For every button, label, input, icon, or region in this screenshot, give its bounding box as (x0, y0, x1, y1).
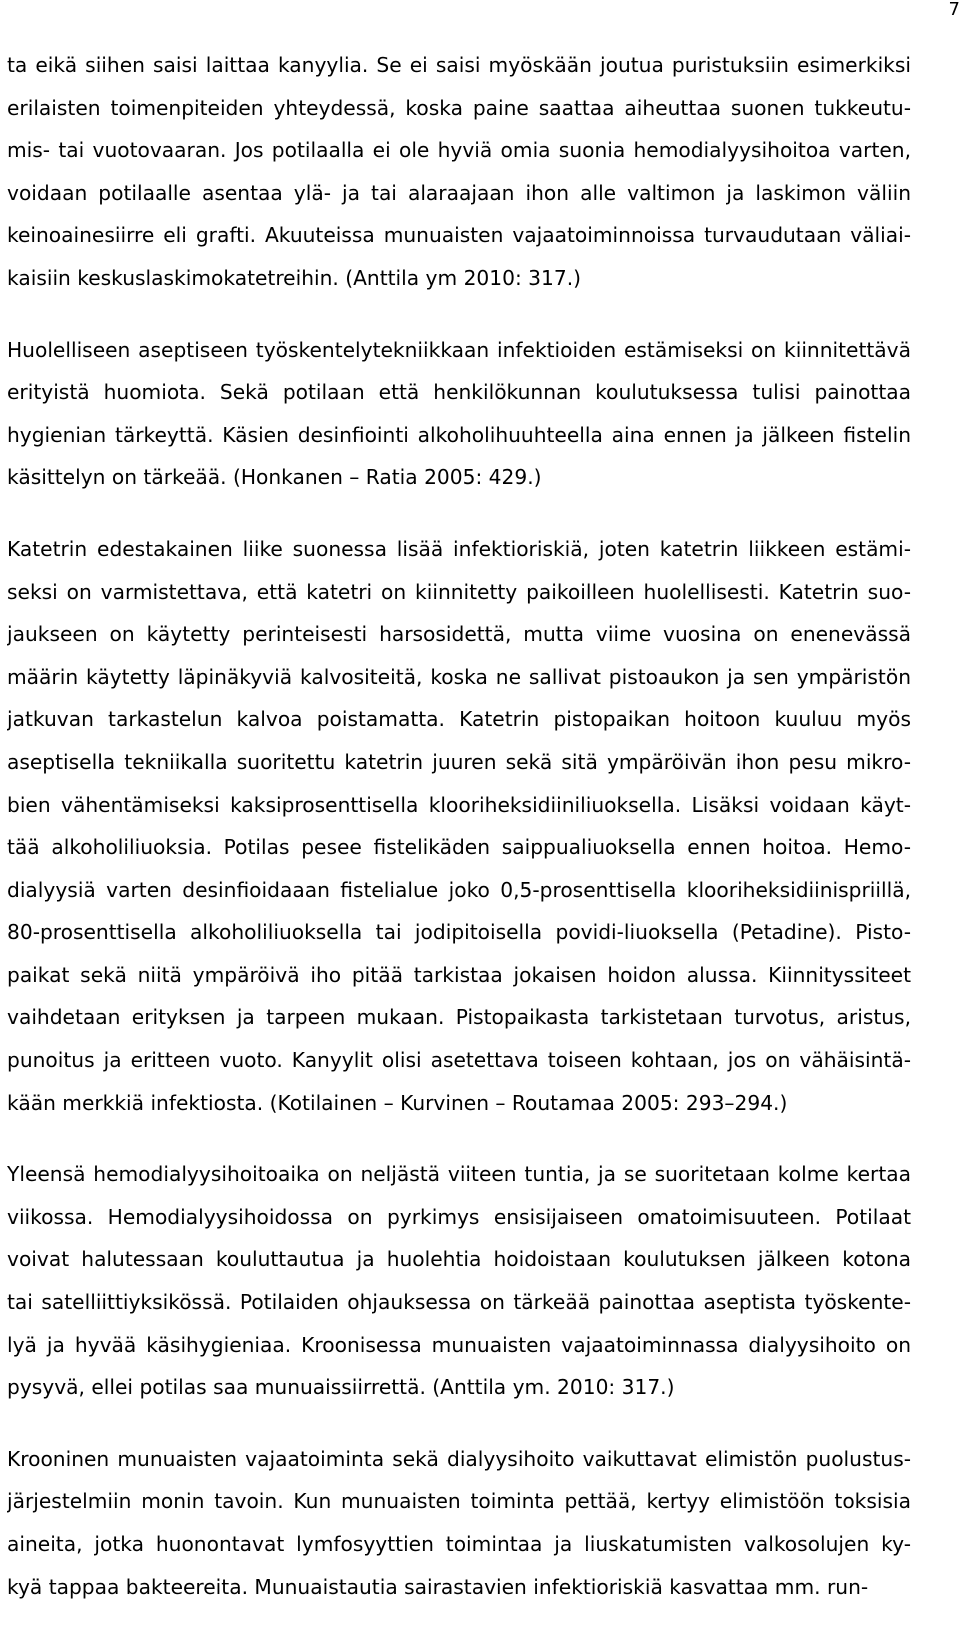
text-line: järjestelmiin monin tavoin. Kun munuaisten toiminta pettää, kertyy elimistöön toksisia (7, 1489, 911, 1514)
text-line: viikossa. Hemodialyysihoidossa on pyrkimys ensisijaiseen omatoimisuuteen. Potilaat (7, 1204, 911, 1229)
text-line: määrin käytetty läpinäkyviä kalvositeitä, koska ne sallivat pistoaukon ja sen ympäristön (7, 664, 911, 689)
text-line: tai satelliittiyksikössä. Potilaiden ohjauksessa on tärkeää painottaa aseptista työskente- (7, 1290, 911, 1315)
paragraph-3 (7, 528, 911, 1124)
text-line: 80-prosenttisella alkoholiliuoksella tai jodipitoisella povidi-liuoksella (Petadine). Pisto- (7, 920, 911, 945)
document-body (7, 44, 911, 1608)
paragraph-gap (7, 1409, 911, 1438)
text-line: hygienian tärkeyttä. Käsien desinfiointi alkoholihuuhteella aina ennen ja jälkeen fistelin (7, 422, 911, 447)
text-line: jaukseen on käytetty perinteisesti harsosidettä, mutta viime vuosina on enenevässä (7, 622, 911, 647)
text-line: ta eikä siihen saisi laittaa kanyylia. Se ei saisi myöskään joutua puristuksiin esimerkiksi (7, 53, 911, 77)
text-line: Huolelliseen aseptiseen työskentelytekniikkaan infektioiden estämiseksi on kiinnitettävä (7, 337, 911, 362)
paragraph-gap (7, 499, 911, 528)
text-line: Krooninen munuaisten vajaatoiminta sekä dialyysihoito vaikuttavat elimistön puolustus- (7, 1446, 911, 1471)
page-number: 7 (948, 0, 960, 20)
paragraph-5 (7, 1438, 911, 1608)
text-line: kään merkkiä infektiosta. (Kotilainen – Kurvinen – Routamaa 2005: 293–294.) (7, 1090, 788, 1115)
text-line: aineita, jotka huonontavat lymfosyyttien toimintaa ja liuskatumisten valkosolujen ky- (7, 1532, 911, 1556)
text-line: kyä tappaa bakteereita. Munuaistautia sairastavien infektioriskiä kasvattaa mm. run- (7, 1574, 869, 1599)
text-line: erilaisten toimenpiteiden yhteydessä, koska paine saattaa aiheuttaa suonen tukkeutu- (7, 95, 911, 120)
text-line: aseptisella tekniikalla suoritettu katetrin juuren sekä sitä ympäröivän ihon pesu mikro- (7, 749, 911, 774)
text-line: tää alkoholiliuoksia. Potilas pesee fistelikäden saippualiuoksella ennen hoitoa. Hemo- (7, 835, 911, 860)
text-line: käsittelyn on tärkeää. (Honkanen – Ratia 2005: 429.) (7, 465, 542, 490)
paragraph-1 (7, 44, 911, 300)
text-line: Katetrin edestakainen liike suonessa lisää infektioriskiä, joten katetrin liikkeen estämi- (7, 536, 911, 561)
text-line: paikat sekä niitä ympäröivä iho pitää tarkistaa jokaisen hoidon alussa. Kiinnityssiteet (7, 962, 911, 987)
text-line: keinoainesiirre eli grafti. Akuuteissa munuaisten vajaatoiminnoissa turvaudutaan väliai- (7, 223, 911, 248)
text-line: pysyvä, ellei potilas saa munuaissiirrettä. (Anttila ym. 2010: 317.) (7, 1375, 675, 1400)
text-line: voidaan potilaalle asentaa ylä- ja tai alaraajaan ihon alle valtimon ja laskimon väliin (7, 180, 911, 205)
paragraph-2 (7, 329, 911, 499)
text-line: lyä ja hyvää käsihygieniaa. Kroonisessa munuaisten vajaatoiminnassa dialyysihoito on (7, 1332, 911, 1357)
text-line: voivat halutessaan kouluttautua ja huolehtia hoidoistaan koulutuksen jälkeen kotona (7, 1247, 911, 1272)
text-line: punoitus ja eritteen vuoto. Kanyylit olisi asetettava toiseen kohtaan, jos on vähäisintä- (7, 1048, 911, 1073)
text-line: Yleensä hemodialyysihoitoaika on neljästä viiteen tuntia, ja se suoritetaan kolme kertaa (7, 1162, 911, 1187)
text-line: bien vähentämiseksi kaksiprosenttisella klooriheksidiiniliuoksella. Lisäksi voidaan käyt- (7, 792, 911, 817)
text-line: erityistä huomiota. Sekä potilaan että henkilökunnan koulutuksessa tulisi painottaa (7, 380, 911, 405)
paragraph-4 (7, 1153, 911, 1409)
text-line: mis- tai vuotovaaran. Jos potilaalla ei ole hyviä omia suonia hemodialyysihoitoa varten, (7, 138, 911, 163)
text-line: seksi on varmistettava, että katetri on kiinnitetty paikoilleen huolellisesti. Katetrin suo- (7, 579, 911, 604)
text-line: jatkuvan tarkastelun kalvoa poistamatta. Katetrin pistopaikan hoitoon kuuluu myös (7, 707, 911, 732)
text-line: vaihdetaan erityksen ja tarpeen mukaan. Pistopaikasta tarkistetaan turvotus, aristus, (7, 1005, 911, 1030)
paragraph-gap (7, 1124, 911, 1153)
paragraph-gap (7, 300, 911, 329)
text-line: kaisiin keskuslaskimokatetreihin. (Anttila ym 2010: 317.) (7, 265, 582, 290)
text-line: dialyysiä varten desinfioidaaan fistelialue joko 0,5-prosenttisella klooriheksidiinispriillä, (7, 877, 911, 902)
